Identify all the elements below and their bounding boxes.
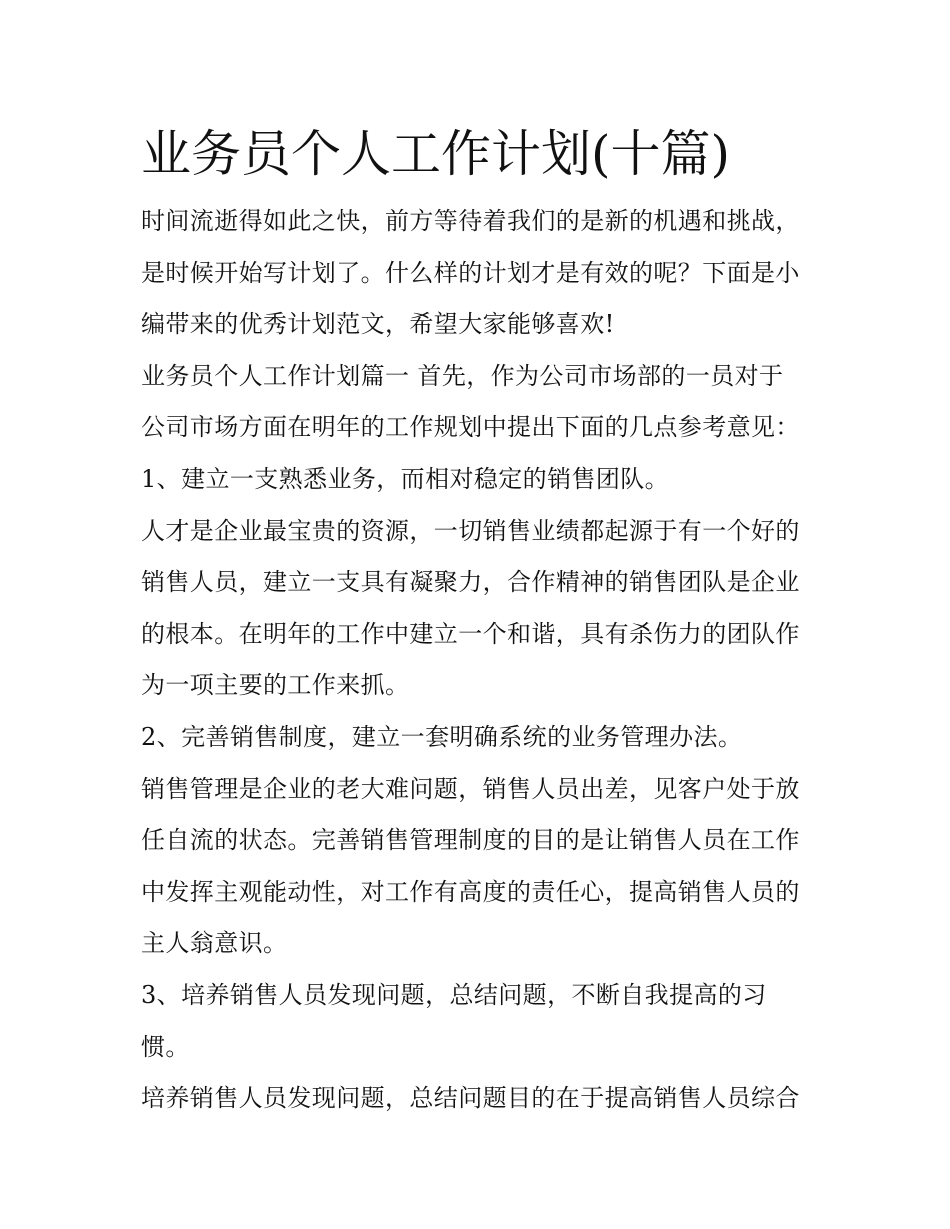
document-content [141, 118, 813, 1125]
section-heading-1 [141, 454, 813, 506]
paragraph-line: 业务员个人工作计划篇一 首先，作为公司市场部的一员对于 [141, 361, 784, 390]
paragraph-line: 1、建立一支熟悉业务，而相对稳定的销售团队。 [141, 464, 670, 493]
section-body-3 [141, 1073, 813, 1125]
paragraph-line: 3、培养销售人员发现问题，总结问题，不断自我提高的习 [141, 980, 767, 1009]
section-body-1 [141, 506, 813, 712]
paragraph-line: 公司市场方面在明年的工作规划中提出下面的几点参考意见： [141, 413, 800, 442]
paragraph-line: 销售管理是企业的老大难问题，销售人员出差，见客户处于放 [141, 774, 800, 803]
paragraph-line: 人才是企业最宝贵的资源，一切销售业绩都起源于有一个好的 [141, 516, 800, 545]
section-body-2 [141, 764, 813, 970]
plan-one-intro-paragraph [141, 351, 813, 454]
paragraph-line: 主人翁意识。 [141, 929, 288, 958]
paragraph-line: 培养销售人员发现问题，总结问题目的在于提高销售人员综合 [141, 1084, 800, 1113]
paragraph-line: 编带来的优秀计划范文，希望大家能够喜欢! [141, 310, 615, 339]
paragraph-line: 是时候开始写计划了。什么样的计划才是有效的呢？下面是小 [141, 258, 800, 287]
paragraph-line: 惯。 [141, 1032, 190, 1061]
section-heading-2 [141, 712, 813, 764]
paragraph-line: 销售人员，建立一支具有凝聚力，合作精神的销售团队是企业 [141, 568, 800, 597]
intro-paragraph [141, 196, 813, 351]
paragraph-line: 时间流逝得如此之快，前方等待着我们的是新的机遇和挑战， [141, 207, 800, 235]
paragraph-line: 2、完善销售制度，建立一套明确系统的业务管理办法。 [141, 722, 743, 751]
document-title: 业务员个人工作计划(十篇) [141, 125, 731, 183]
paragraph-line: 的根本。在明年的工作中建立一个和谐，具有杀伤力的团队作 [141, 619, 800, 648]
paragraph-line: 任自流的状态。完善销售管理制度的目的是让销售人员在工作 [141, 826, 800, 855]
paragraph-line: 中发挥主观能动性，对工作有高度的责任心，提高销售人员的 [141, 877, 800, 906]
section-heading-3 [141, 970, 813, 1073]
paragraph-line: 为一项主要的工作来抓。 [141, 671, 410, 700]
